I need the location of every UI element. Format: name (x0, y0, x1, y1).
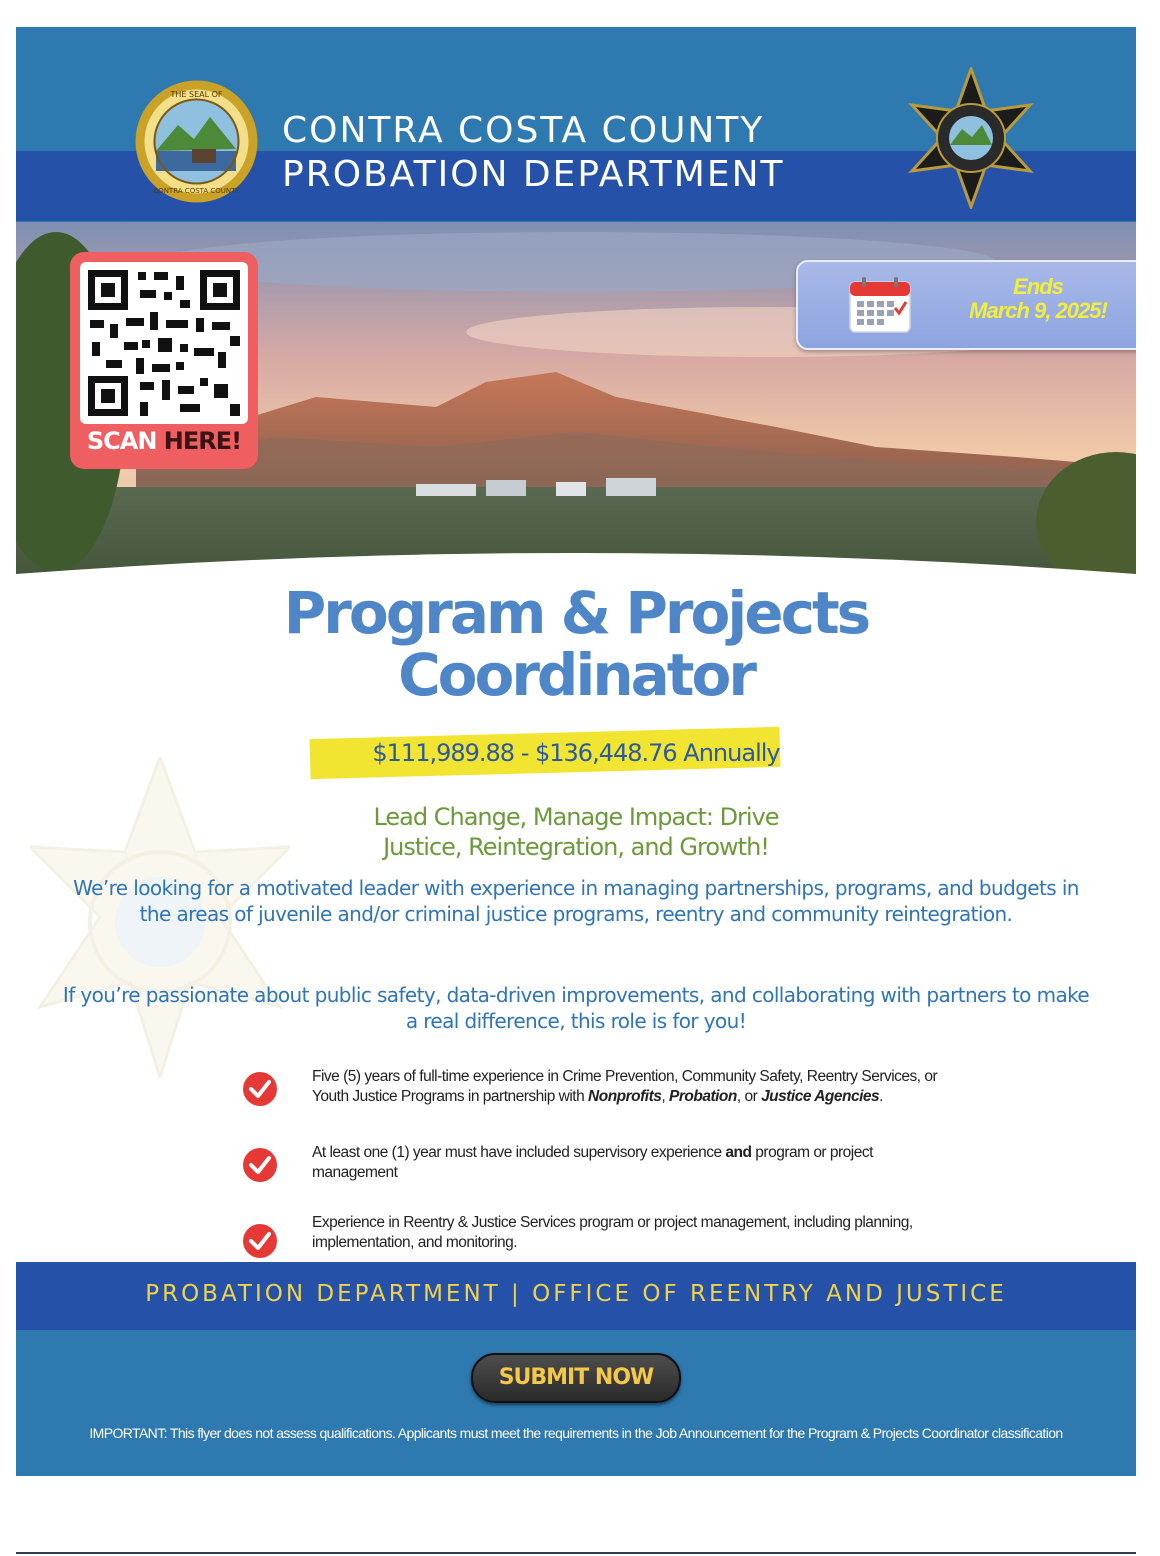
header (16, 27, 1136, 222)
submit-now-button[interactable]: SUBMIT NOW (471, 1353, 681, 1403)
requirement-text (312, 1067, 952, 1107)
scan-here-label (70, 427, 258, 455)
important-notice: IMPORTANT: This flyer does not assess qualifications. Applicants must meet the requirements in the Job Announcement for the Program & Projects Coordinator classification (89, 1425, 1063, 1441)
req1-text-a: Five (5) years of full-time experience in Crime Prevention, Community Safety, Reentry Services, or Youth Justice Programs in partnership with (312, 1068, 938, 1105)
county-title (282, 109, 785, 197)
check-icon (242, 1147, 278, 1183)
deadline-banner (796, 260, 1136, 350)
req2-text-c: program or project management (312, 1144, 873, 1181)
requirement-text: Experience in Reentry & Justice Services program or project management, including planning, implementation, and monitoring. (312, 1214, 913, 1251)
tagline-line2: Justice, Reintegration, and Growth! (383, 833, 769, 861)
qr-code-icon (80, 262, 248, 424)
deadline-line1: Ends (1013, 274, 1063, 299)
req1-text-e: , or (736, 1088, 762, 1105)
salary-range: $111,989.88 - $136,448.76 Annually (372, 739, 780, 767)
job-flyer (16, 27, 1136, 1476)
req1-justice-agencies: Justice Agencies (761, 1088, 880, 1105)
scan-word: SCAN (86, 427, 157, 455)
job-title-line2: Coordinator (398, 641, 754, 709)
deadline-line2: March 9, 2025! (969, 298, 1107, 323)
probation-badge-icon (900, 67, 1042, 209)
here-word: HERE! (163, 427, 242, 455)
req1-text-c: , (661, 1088, 670, 1105)
job-title-line1: Program & Projects (283, 579, 869, 647)
page-bottom-rule (16, 1552, 1136, 1554)
deadline-text (918, 275, 1136, 323)
req2-and: and (725, 1144, 752, 1161)
check-icon (242, 1071, 278, 1107)
requirement-text (312, 1143, 952, 1183)
calendar-icon (848, 276, 912, 334)
tagline-line1: Lead Change, Manage Impact: Drive (373, 803, 779, 831)
svg-text:CONTRA COSTA COUNTY: CONTRA COSTA COUNTY (153, 187, 240, 195)
req2-text-a: At least one (1) year must have included supervisory experience (312, 1144, 726, 1161)
job-title (16, 579, 1136, 709)
qr-code[interactable] (80, 262, 248, 424)
req1-text-g: . (879, 1088, 883, 1105)
svg-text:THE SEAL OF: THE SEAL OF (170, 90, 223, 99)
county-title-line1: CONTRA COSTA COUNTY (282, 110, 765, 151)
check-icon (242, 1223, 278, 1259)
department-text: PROBATION DEPARTMENT | OFFICE OF REENTRY AND JUSTICE (145, 1281, 1007, 1307)
req1-nonprofits: Nonprofits (588, 1088, 662, 1105)
pitch-paragraph-2: If you’re passionate about public safety, data-driven improvements, and collaborating with partners to make a real difference, this role is for you! (62, 983, 1090, 1033)
footer (16, 1330, 1136, 1476)
req1-probation: Probation (669, 1088, 737, 1105)
tagline (16, 802, 1136, 862)
pitch-paragraph-1: We’re looking for a motivated leader with experience in managing partnerships, programs, and budgets in the areas of juvenile and/or criminal justice programs, reentry and community reintegration. (73, 876, 1079, 926)
qr-code-panel[interactable] (70, 252, 258, 469)
county-seal-icon (134, 79, 259, 204)
county-title-line2: PROBATION DEPARTMENT (282, 154, 785, 195)
